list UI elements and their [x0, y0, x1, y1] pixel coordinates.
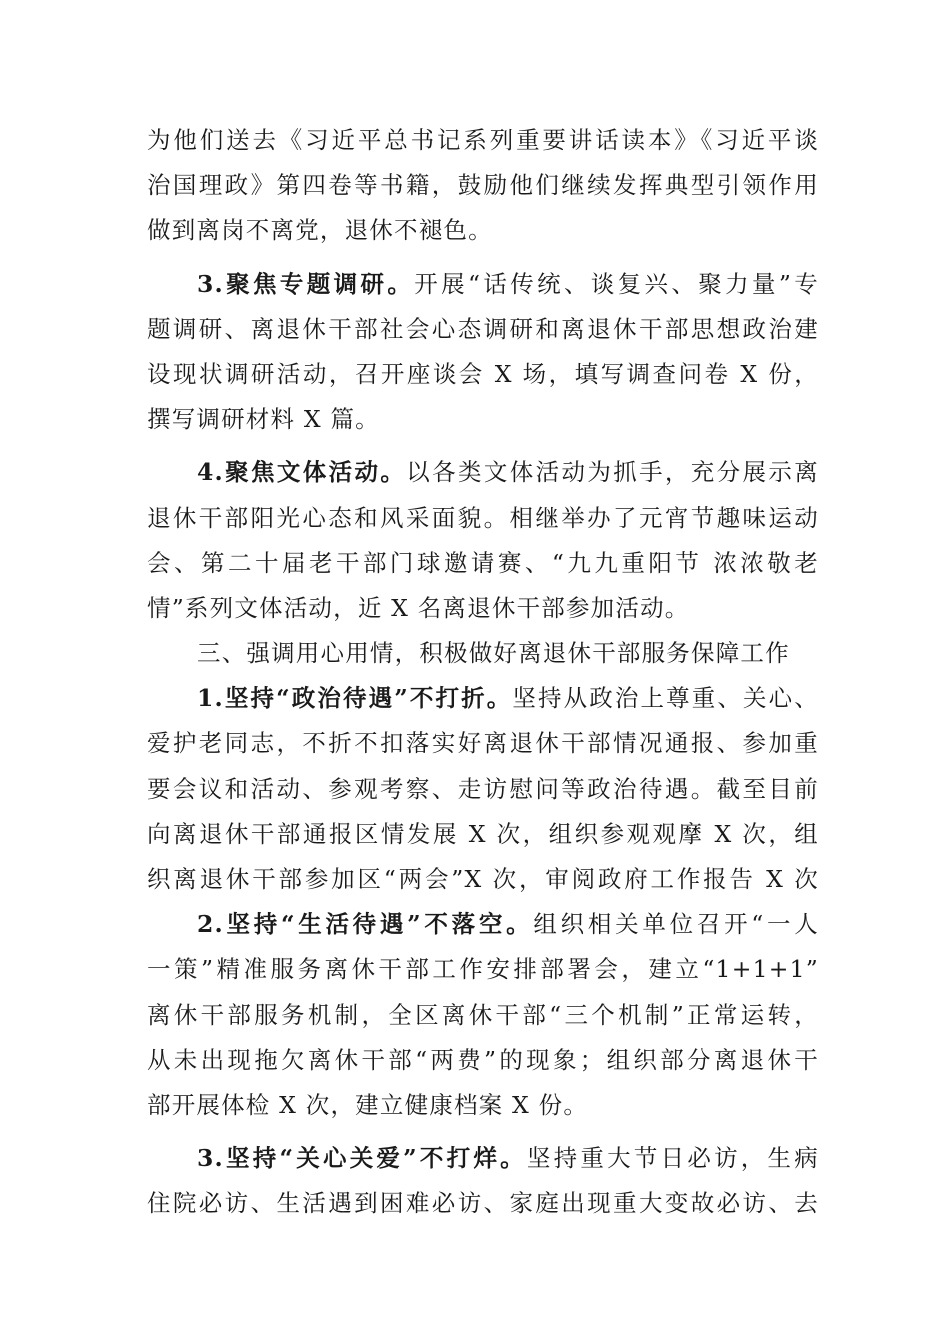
text-line: 织离退休干部参加区“两会”X 次，审阅政府工作报告 X 次 [147, 865, 819, 893]
text-line: 退休干部阳光心态和风采面貌。相继举办了元宵节趣味运动 [147, 503, 819, 532]
text-line: 爱护老同志，不折不扣落实好离退休干部情况通报、参加重 [147, 729, 819, 758]
text-line: 情”系列文体活动，近 X 名离退休干部参加活动。 [147, 593, 690, 622]
text-line: 会、第二十届老干部门球邀请赛、“九九重阳节 浓浓敬老 [147, 548, 819, 577]
document-body [147, 118, 819, 1227]
text-run: 开展“话传统、谈复兴、聚力量”专 [414, 269, 819, 298]
text-line: 设现状调研活动，召开座谈会 X 场，填写调查问卷 X 份， [147, 359, 819, 388]
text-run: 组织相关单位召开“一人 [533, 910, 819, 939]
text-line: 向离退休干部通报区情发展 X 次，组织参观观摩 X 次，组 [147, 819, 819, 848]
paragraph-focus-research [147, 262, 819, 307]
paragraph-care [147, 1136, 819, 1181]
text-line: 为他们送去《习近平总书记系列重要讲话读本》《习近平谈 [147, 126, 819, 154]
text-line: 离休干部服务机制，全区离休干部“三个机制”正常运转， [147, 1000, 819, 1029]
text-line: 撰写调研材料 X 篇。 [147, 405, 380, 434]
paragraph-title: 4.聚焦文体活动。 [197, 458, 407, 487]
text-line: 部开展体检 X 次，建立健康档案 X 份。 [147, 1090, 589, 1119]
paragraph-title: 2.坚持“生活待遇”不落空。 [197, 910, 534, 939]
section-heading: 三、强调用心用情，积极做好离退休干部服务保障工作 [197, 639, 790, 668]
text-line: 题调研、离退休干部社会心态调研和离退休干部思想政治建 [147, 314, 819, 343]
text-line: 要会议和活动、参观考察、走访慰问等政治待遇。截至目前 [147, 774, 819, 803]
text-line: 做到离岗不离党，退休不褪色。 [147, 216, 493, 245]
text-line: 治国理政》第四卷等书籍，鼓励他们继续发挥典型引领作用 [147, 171, 819, 200]
paragraph-living-treatment [147, 902, 819, 947]
text-run: 以各类文体活动为抓手，充分展示离 [406, 458, 819, 487]
text-line: 从未出现拖欠离休干部“两费”的现象；组织部分离退休干 [147, 1045, 819, 1074]
paragraph-political-treatment [147, 676, 819, 721]
paragraph-focus-culture-sports [147, 450, 819, 495]
paragraph-title: 3.坚持“关心关爱”不打烊。 [197, 1144, 527, 1173]
text-line: 住院必访、生活遇到困难必访、家庭出现重大变故必访、去 [147, 1189, 819, 1218]
text-run: 坚持从政治上尊重、关心、 [512, 684, 819, 713]
paragraph-title: 3.聚焦专题调研。 [197, 269, 415, 298]
paragraph-title: 1.坚持“政治待遇”不打折。 [197, 684, 513, 713]
text-line: 一策”精准服务离休干部工作安排部署会，建立“1+1+1” [147, 955, 819, 984]
text-run: 坚持重大节日必访，生病 [526, 1144, 819, 1173]
